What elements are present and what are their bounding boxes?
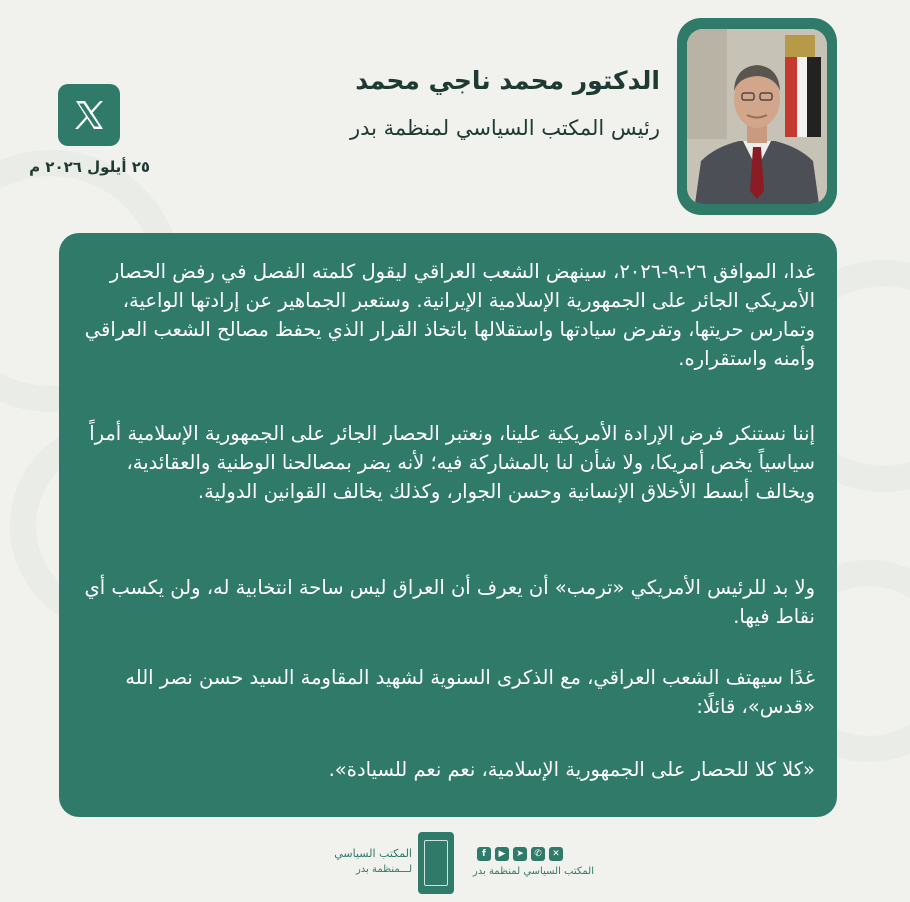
badr-emblem-icon xyxy=(418,832,454,894)
statement-card xyxy=(59,233,837,817)
footer-handle: المكتب السياسي لمنظمة بدر xyxy=(472,866,594,877)
facebook-icon[interactable]: f xyxy=(477,847,491,861)
author-name: الدكتور محمد ناجي محمد xyxy=(355,66,660,95)
portrait-frame xyxy=(677,18,837,215)
footer-logo-text xyxy=(312,846,412,878)
telegram-icon[interactable]: ➤ xyxy=(513,847,527,861)
statement-paragraph-4: غدًا سيهتف الشعب العراقي، مع الذكرى السنوية لشهيد المقاومة السيد حسن نصر الله «قدس»، قائلًا: xyxy=(125,666,815,718)
whatsapp-icon[interactable]: ✆ xyxy=(531,847,545,861)
youtube-icon[interactable]: ▶ xyxy=(495,847,509,861)
social-icons xyxy=(477,847,563,861)
x-icon xyxy=(72,98,106,132)
statement-paragraph-2: إننا نستنكر فرض الإرادة الأمريكية علينا، ونعتبر الحصار الجائر على الجمهورية الإسلامية أمراً سياسياً يخص أمريكا، ولا شأن لنا بالمشاركة فيه؛ لأنه يضر بمصالحنا الوطنية والعقائدية، ويخالف أبسط الأخلاق الإنسانية وحسن الجوار، وكذلك يخالف القوانين الدولية. xyxy=(89,422,815,503)
post-date: ٢٥ أيلول ٢٠٢٦ م xyxy=(29,158,150,176)
portrait-photo xyxy=(687,29,827,204)
x-logo-badge[interactable] xyxy=(58,84,120,146)
x-icon[interactable]: ✕ xyxy=(549,847,563,861)
footer-logo-line-2: لـــمنظمة بدر xyxy=(355,864,412,875)
author-role: رئيس المكتب السياسي لمنظمة بدر xyxy=(349,116,660,140)
portrait-illustration xyxy=(687,29,827,204)
statement-paragraph-1: غدا، الموافق ٢٦-٩-٢٠٢٦، سينهض الشعب العراقي ليقول كلمته الفصل في رفض الحصار الأمريكي الجائر على الجمهورية الإسلامية الإيرانية. وستعبر الجماهير عن إرادتها الواعية، وتمارس حريتها، وتفرض سيادتها واستقلالها باتخاذ القرار الذي يحفظ مصالح الشعب العراقي وأمنه واستقراره. xyxy=(84,260,815,370)
statement-paragraph-3: ولا بد للرئيس الأمريكي «ترمب» أن يعرف أن العراق ليس ساحة انتخابية له، ولن يكسب أي نقاط فيها. xyxy=(84,576,815,628)
footer-logo-line-1: المكتب السياسي xyxy=(334,847,412,860)
statement-paragraph-5: «كلا كلا للحصار على الجمهورية الإسلامية، نعم نعم للسيادة». xyxy=(328,758,815,781)
